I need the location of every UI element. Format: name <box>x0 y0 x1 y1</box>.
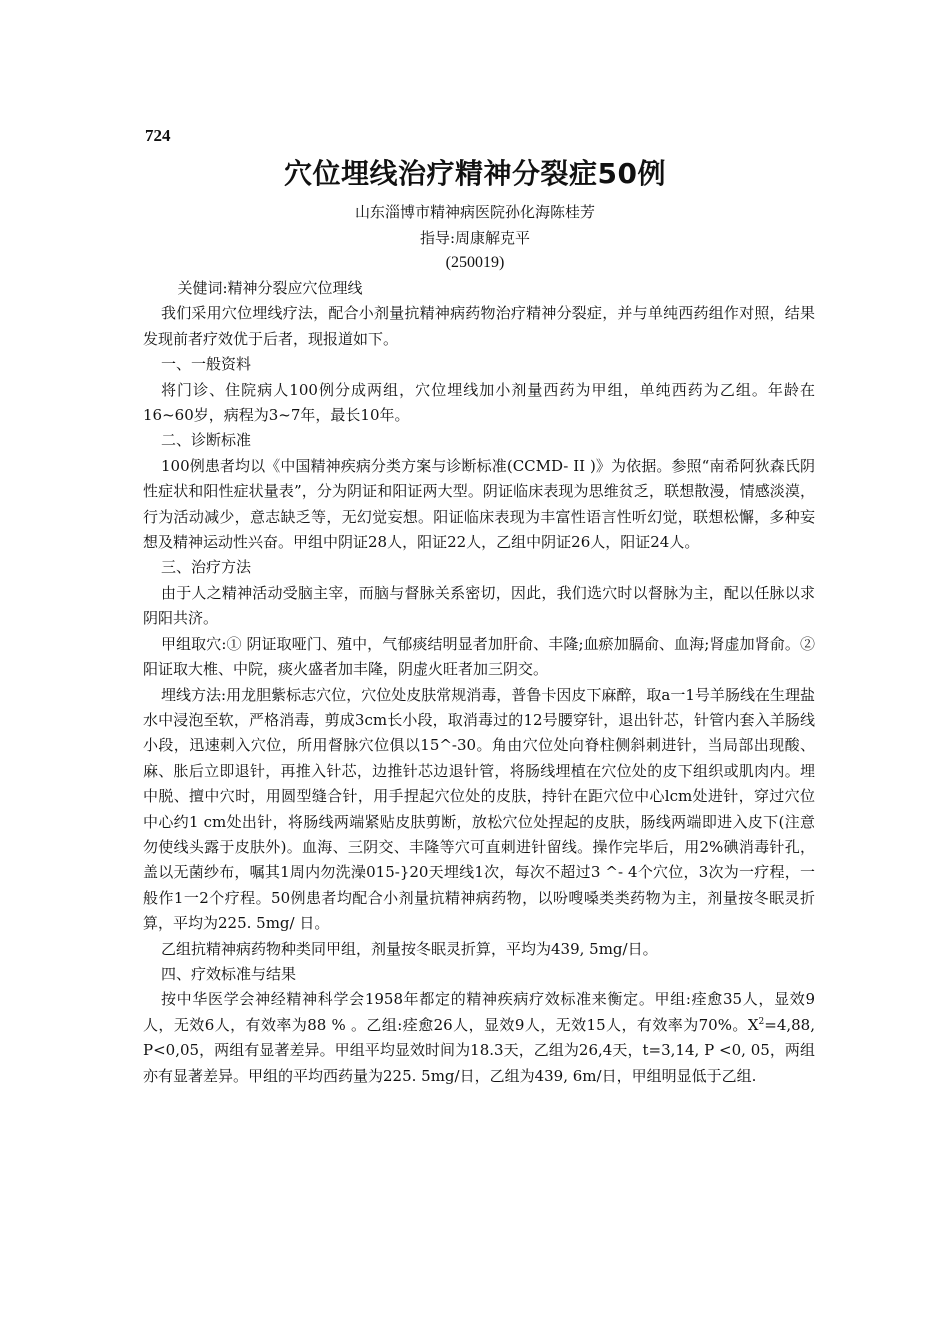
section-heading-treatment: 三、治疗方法 <box>161 558 252 577</box>
advisor-line: 指导:周康解克平 <box>419 229 531 247</box>
intro-paragraph: 我们采用穴位埋线疗法，配合小剂量抗精神病药物治疗精神分裂症，并与单纯西药组作对照，结果发现前者疗效优于后者，现报道如下。 <box>143 304 815 348</box>
section-treatment-para3: 埋线方法:用龙胆紫标志穴位，穴位处皮肤常规消毒，普鲁卡因皮下麻醉，取a一1号羊肠线在生理盐水中浸泡至软，严格消毒，剪成3cm长小段，取消毒过的12号腰穿针，退出针芯，针管内套入羊肠线小段，迅速刺入穴位，所用督脉穴位俱以15^-30。角由穴位处向脊柱侧斜刺进针，当局部出现酸、麻、胀后立即退针，再推入针芯，边推针芯边退针管，将肠线埋植在穴位处的皮下组织或肌肉内。埋中脱、擅中穴时，用圆型缝合针，用手捏起穴位处的皮肤，持针在距穴位中心lcm处进针，穿过穴位中心约1 cm处出针，将肠线两端紧贴皮肤剪断，放松穴位处捏起的皮肤，肠线两端即进入皮下(注意勿使线头露于皮肤外)。血海、三阴交、丰隆等穴可直刺进针留线。操作完毕后，用2%碘消毒针孔，盖以无菌纱布，嘱其1周内勿洗澡015-}20天埋线1次，每次不超过3 ^- 4个穴位，3次为一疗程，一般作1一2个疗程。50例患者均配合小剂量抗精神病药物，以吩嗖嗓类类药物为主，剂量按冬眠灵折算，平均为225. 5mg/ 日。 <box>143 685 815 933</box>
section-treatment-para4: 乙组抗精神病药物种类同甲组，剂量按冬眠灵折算，平均为439, 5mg/日。 <box>161 939 658 958</box>
section-general-text: 将门诊、住院病人100例分成两组，穴位埋线加小剂量西药为甲组，单纯西药为乙组。年龄在16~60岁，病程为3~7年，最长10年。 <box>143 380 815 425</box>
page-number: 724 <box>145 126 171 145</box>
section-treatment-para1: 由于人之精神活动受脑主宰，而脑与督脉关系密切，因此，我们选穴时以督脉为主，配以任脉以求阴阳共济。 <box>143 583 815 628</box>
superscript-two: 2 <box>758 1016 765 1027</box>
section-diagnosis-text: 100例患者均以《中国精神疾病分类方案与诊断标准(CCMD- II )》为依据。参照“南希阿狄森氏阴性症状和阳性症状量表”，分为阴证和阳证两大型。阴证临床表现为思维贫乏，联想散漫，情感淡漠，行为活动减少，意志缺乏等，无幻觉妄想。阳证临床表现为丰富性语言性听幻觉，联想松懈，多种妄想及精神运动性兴奋。甲组中阴证28人，阳证22人，乙组中阴证26人，阳证24人。 <box>143 456 815 552</box>
article-title: 穴位埋线治疗精神分裂症50例 <box>284 157 666 190</box>
section-heading-general: 一、一般资料 <box>161 355 252 374</box>
results-text-pre: 按中华医学会神经精神科学会1958年都定的精神疾病疗效标准来衡定。甲组:痊愈35人，显效9人，无效6人，有效率为88 % 。乙组:痊愈26人，显效9人，无效15人，有效率为70%。X <box>143 990 815 1034</box>
postcode-line: (250019) <box>445 254 505 271</box>
authors-line: 山东淄博市精神病医院孙化海陈桂芳 <box>354 203 595 221</box>
results-text-post: =4,88, P<0,05，两组有显著差异。甲组平均显效时间为18.3天，乙组为26,4天，t=3,14, P <0, 05，两组亦有显著差异。甲组的平均西药量为225. 5mg/日，乙组为439, 6m/日，甲组明显低于乙组. <box>143 1015 815 1085</box>
section-treatment-para2: 甲组取穴:① 阴证取哑门、殖中，气郁痰结明显者加肝俞、丰隆;血瘀加膈俞、血海;肾虚加肾俞。②阳证取大椎、中院，痰火盛者加丰隆，阴虚火旺者加三阴交。 <box>143 634 815 679</box>
keywords: 关健词:精神分裂应穴位理线 <box>177 279 363 297</box>
section-heading-results: 四、疗效标准与结果 <box>161 964 297 983</box>
section-heading-diagnosis: 二、诊断标准 <box>161 431 252 450</box>
section-results-text <box>143 987 815 1089</box>
article-body <box>143 276 815 1089</box>
